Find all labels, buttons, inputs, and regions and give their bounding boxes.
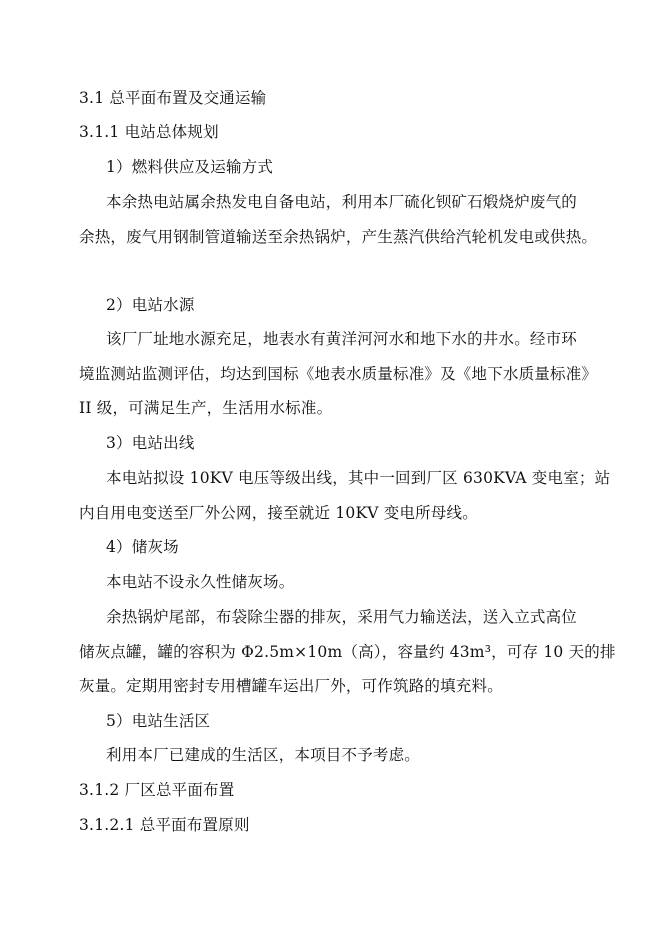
section-heading-3-1: 3.1 总平面布置及交通运输 (79, 89, 267, 107)
paragraph-line: 本电站拟设 10KV 电压等级出线，其中一回到厂区 630KVA 变电室；站 (106, 469, 611, 487)
paragraph-line: 储灰点罐，罐的容积为 Φ2.5m×10m（高），容量约 43m³，可存 10 天的排 (79, 643, 616, 661)
paragraph-line: 本余热电站属余热发电自备电站，利用本厂硫化钡矿石煅烧炉废气的 (106, 193, 578, 211)
section-heading-3-1-1: 3.1.1 电站总体规划 (79, 123, 219, 141)
item-heading-4: 4）储灰场 (106, 538, 179, 556)
paragraph-line: II 级，可满足生产，生活用水标准。 (79, 399, 333, 417)
paragraph-line: 利用本厂已建成的生活区，本项目不予考虑。 (106, 746, 421, 764)
paragraph-line: 余热锅炉尾部，布袋除尘器的排灰，采用气力输送法，送入立式高位 (106, 608, 578, 626)
paragraph-line: 灰量。定期用密封专用槽罐车运出厂外，可作筑路的填充料。 (79, 677, 503, 695)
section-heading-3-1-2-1: 3.1.2.1 总平面布置原则 (79, 816, 250, 834)
item-heading-1: 1）燃料供应及运输方式 (106, 158, 274, 176)
paragraph-line: 该厂厂址地水源充足，地表水有黄洋河河水和地下水的井水。经市环 (106, 330, 578, 348)
section-heading-3-1-2: 3.1.2 厂区总平面布置 (79, 781, 235, 799)
item-heading-2: 2）电站水源 (106, 296, 195, 314)
item-heading-5: 5）电站生活区 (106, 712, 211, 730)
paragraph-line: 本电站不设永久性储灰场。 (106, 573, 295, 591)
paragraph-line: 境监测站监测评估，均达到国标《地表水质量标准》及《地下水质量标准》 (79, 365, 598, 383)
item-heading-3: 3）电站出线 (106, 434, 195, 452)
paragraph-line: 内自用电变送至厂外公网，接至就近 10KV 变电所母线。 (79, 504, 478, 522)
paragraph-line: 余热，废气用钢制管道输送至余热锅炉，产生蒸汽供给汽轮机发电或供热。 (79, 228, 598, 246)
